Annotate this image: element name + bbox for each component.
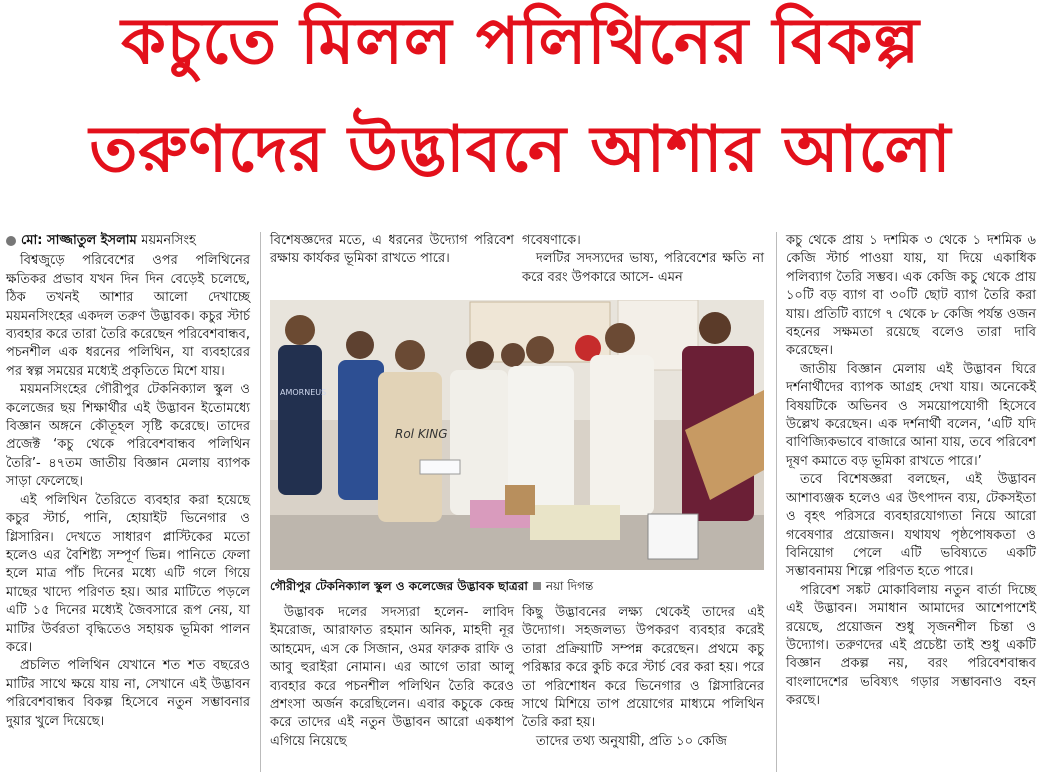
- shirt-print-text: Rol KING: [395, 427, 448, 441]
- article-column-2-bottom: [270, 604, 514, 751]
- bullet-icon: [6, 236, 16, 246]
- headline-line-2: তরুণদের উদ্ভাবনে আশার আলো: [89, 113, 952, 187]
- article-column-4: [786, 232, 1036, 711]
- paragraph: কিছু উদ্ভাবনের লক্ষ্য থেকেই তাদের এই উদ্যোগ। সহজলভ্য উপকরণ ব্যবহার করেই তারা প্রক্রিয়াটি সম্পন্ন করেছেন। প্রথমে কচু পরিষ্কার করে কুচি করে স্টার্চ বের করা হয়। পরে তা পরিশোধন করে ভিনেগার ও গ্লিসারিনের সাথে মিশিয়ে তাপ প্রয়োগের মাধ্যমে পলিথিন তৈরি করা হয়।: [522, 605, 764, 731]
- paragraph: গবেষণাকে।: [522, 233, 581, 248]
- photo-credit: নয়া দিগন্ত: [545, 579, 594, 593]
- dateline-place: ময়মনসিংহ: [141, 233, 196, 248]
- news-photo: [270, 300, 764, 570]
- paragraph: বিশ্বজুড়ে পরিবেশের ওপর পলিথিনের ক্ষতিকর প্রভাব যখন দিন দিন বেড়েই চলেছে, ঠিক তখনই আশার আলো দেখাচ্ছে ময়মনসিংহের একদল তরুণ উদ্ভাবক। কচুর স্টার্চ ব্যবহার করে তারা তৈরি করেছেন পরিবেশবান্ধব, পচনশীল এক ধরনের পলিথিন, যা ব্যবহারের পর স্বল্প সময়ের মধ্যেই প্রকৃতিতে মিশে যায়।: [6, 253, 250, 379]
- paragraph: দলটির সদস্যদের ভাষ্য, পরিবেশের ক্ষতি না করে বরং উপকারে আসে- এমন: [522, 251, 764, 285]
- paragraph: প্রচলিত পলিথিন যেখানে শত শত বছরেও মাটির সাথে ক্ষয়ে যায় না, সেখানে এই উদ্ভাবন পরিবেশবান্ধব বিকল্প হিসেবে নতুন সম্ভাবনার দুয়ার খুলে দিয়েছে।: [6, 658, 250, 729]
- author-name: মো: সাজ্জাতুল ইসলাম: [21, 233, 137, 248]
- paragraph: জাতীয় বিজ্ঞান মেলায় এই উদ্ভাবন ঘিরে দর্শনার্থীদের ব্যাপক আগ্রহ দেখা যায়। অনেকেই বিষয়টিকে অভিনব ও সময়োপযোগী হিসেবে উল্লেখ করেছেন। এক দর্শনার্থী বলেন, ‘এটি যদি বাণিজ্যিকভাবে বাজারে আনা যায়, তবে পরিবেশ দূষণ কমাতে বড় ভূমিকা রাখতে পারে।’: [786, 361, 1036, 469]
- article-column-1: [6, 232, 250, 731]
- jersey-print-text: AMORNEUS: [280, 388, 327, 397]
- headline-line-1: কচুতে মিলল পলিথিনের বিকল্প: [121, 5, 920, 79]
- paragraph: এই পলিথিন তৈরিতে ব্যবহার করা হয়েছে কচুর স্টার্চ, পানি, হোয়াইট ভিনেগার ও গ্লিসারিন। দেখতে সাধারণ প্লাস্টিকের মতো হলেও এর বৈশিষ্ট্য সম্পূর্ণ ভিন্ন। পানিতে ফেলা হলে মাত্র পাঁচ দিনের মধ্যে এটি গলে গিয়ে মাছের খাদ্যে পরিণত হয়। আর মাটিতে পড়লে এটি ১৫ দিনের মধ্যেই জৈবসারে রূপ নেয়, যা মাটির উর্বরতা বৃদ্ধিতেও সহায়ক ভূমিকা পালন করে।: [6, 492, 250, 655]
- article-column-2-top: [270, 232, 514, 269]
- paragraph: উদ্ভাবক দলের সদস্যরা হলেন- লাবিদ ইমরোজ, আরাফাত রহমান অনিক, মাহদী নূর আহমেদ, এস কে সিজান, ওমর ফারুক রাফি ও আবু হুরাইরা নোমান। এর আগে তারা আলু ব্যবহার করে পচনশীল পলিথিন তৈরি করেও প্রশংসা অর্জন করেছিলেন। এবার কচুকে কেন্দ্র করে তাদের এই নতুন উদ্ভাবন আরো একধাপ এগিয়ে নিয়েছে: [270, 605, 514, 749]
- paragraph: তাদের তথ্য অনুযায়ী, প্রতি ১০ কেজি: [536, 733, 727, 749]
- article-column-3-bottom: [522, 604, 764, 751]
- paragraph: বিশেষজ্ঞদের মতে, এ ধরনের উদ্যোগ পরিবেশ রক্ষায় কার্যকর ভূমিকা রাখতে পারে।: [270, 233, 514, 267]
- paragraph: ময়মনসিংহের গৌরীপুর টেকনিক্যাল স্কুল ও কলেজের ছয় শিক্ষার্থীর এই উদ্ভাবন ইতোমধ্যে বিজ্ঞান অঙ্গনে কৌতূহল সৃষ্টি করেছে। তাদের প্রজেক্ট ‘কচু থেকে পরিবেশবান্ধব পলিথিন তৈরি’- ৪৭তম জাতীয় বিজ্ঞান মেলায় ব্যাপক সাড়া ফেলেছে।: [6, 382, 250, 490]
- article-column-3-top: [522, 232, 764, 287]
- caption-text: গৌরীপুর টেকনিক্যাল স্কুল ও কলেজের উদ্ভাবক ছাত্ররা: [270, 579, 528, 593]
- separator-square-icon: [533, 582, 541, 590]
- column-divider: [260, 232, 261, 772]
- byline: [6, 232, 250, 250]
- column-divider: [776, 232, 777, 772]
- photo-caption: [270, 578, 764, 598]
- paragraph: কচু থেকে প্রায় ১ দশমিক ৩ থেকে ১ দশমিক ৬ কেজি স্টার্চ পাওয়া যায়, যা দিয়ে একাধিক পলিব্যাগ তৈরি সম্ভব। এক কেজি কচু থেকে প্রায় ১০টি বড় ব্যাগ বা ৩০টি ছোট ব্যাগ তৈরি করা যায়। প্রতিটি ব্যাগে ৭ থেকে ৮ কেজি পর্যন্ত ওজন বহনের সক্ষমতা রয়েছে বলেও তারা দাবি করেছেন।: [786, 233, 1036, 359]
- paragraph: পরিবেশ সঙ্কট মোকাবিলায় নতুন বার্তা দিচ্ছে এই উদ্ভাবন। সমাধান আমাদের আশেপাশেই রয়েছে, প্রয়োজন শুধু সৃজনশীল চিন্তা ও উদ্যোগ। তরুণদের এই প্রচেষ্টা তাই শুধু একটি বিজ্ঞান প্রকল্প নয়, বরং পরিবেশবান্ধব বাংলাদেশের ভবিষ্যৎ গড়ার সম্ভাবনাও বহন করছে।: [786, 582, 1036, 709]
- paragraph: তবে বিশেষজ্ঞরা বলছেন, এই উদ্ভাবন আশাব্যঞ্জক হলেও এর উৎপাদন ব্যয়, টেকসইতা ও বৃহৎ পরিসরে ব্যবহারযোগ্যতা নিয়ে আরো গবেষণার প্রয়োজন। যথাযথ পৃষ্ঠপোষকতা ও বিনিয়োগ পেলে এটি ভবিষ্যতে একটি সম্ভাবনাময় শিল্পে পরিণত হতে পারে।: [786, 472, 1036, 580]
